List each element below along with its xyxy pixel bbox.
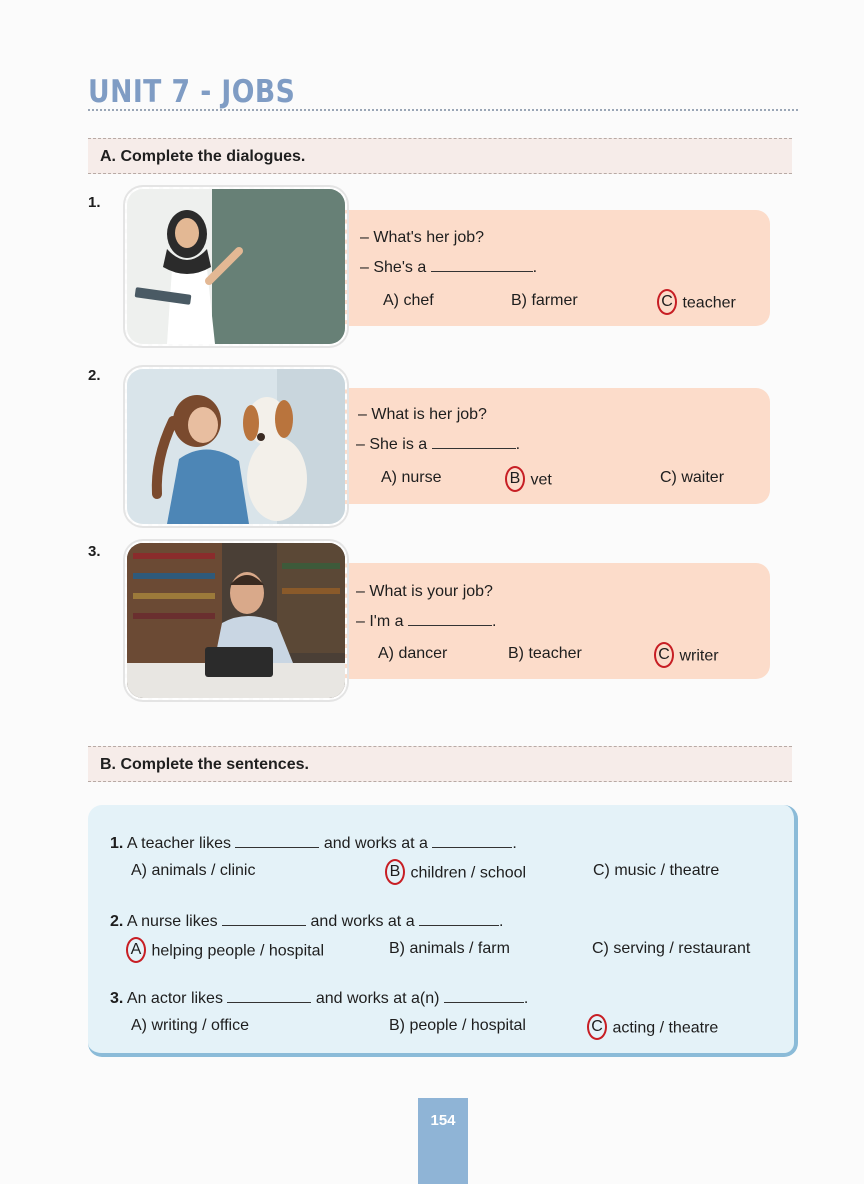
sentence-2-option-b[interactable]: B) animals / farm [389,940,510,957]
dialogue-2-option-c[interactable]: C) waiter [660,469,725,486]
selected-answer-circle: C [587,1014,607,1040]
sentence-2-option-c[interactable]: C) serving / restaurant [592,940,751,957]
title-divider [88,109,798,111]
dialogue-3-photo [125,541,347,700]
section-b-header [88,746,792,782]
dialogue-3-answer: – I'm a . [356,613,497,630]
sentence-blank[interactable] [227,988,311,1003]
sentence-3-option-a[interactable]: A) writing / office [131,1017,249,1034]
sentence-blank[interactable] [222,911,306,926]
dialogue-3-question: – What is your job? [356,583,493,600]
sentence-blank[interactable] [432,833,512,848]
dialogue-2-option-b[interactable]: B vet [510,469,552,492]
section-a-heading: A. Complete the dialogues. [100,148,306,165]
sentence-1-option-b[interactable]: B children / school [390,862,526,885]
dialogue-2-option-a[interactable]: A) nurse [381,469,442,486]
sentence-blank[interactable] [419,911,499,926]
page-number: 154 [430,1112,456,1129]
selected-answer-circle: B [505,466,525,492]
unit-title: UNIT 7 - JOBS [88,74,296,110]
dialogue-2-number: 2. [88,367,101,384]
dialogue-3-option-c[interactable]: C writer [659,645,719,668]
selected-answer-circle: C [657,289,677,315]
sentence-blank[interactable] [235,833,319,848]
teacher-illustration [127,189,345,344]
dialogue-1-option-c[interactable]: C teacher [662,292,736,315]
selected-answer-circle: A [126,937,146,963]
selected-answer-circle: B [385,859,405,885]
dialogue-1-photo [125,187,347,346]
sentence-1-option-a[interactable]: A) animals / clinic [131,862,256,879]
sentence-1-option-c[interactable]: C) music / theatre [593,862,720,879]
sentence-3-option-b[interactable]: B) people / hospital [389,1017,526,1034]
dialogue-2-answer: – She is a . [356,436,521,453]
sentence-3-option-c[interactable]: C acting / theatre [592,1017,718,1040]
sentence-blank[interactable] [444,988,524,1003]
dialogue-3-option-b[interactable]: B) teacher [508,645,582,662]
dialogue-2-photo [125,367,347,526]
writer-illustration [127,543,345,698]
section-b-heading: B. Complete the sentences. [100,756,309,773]
dialogue-1-answer: – She's a . [360,259,538,276]
answer-blank[interactable] [431,257,533,272]
sentence-3: 3. An actor likes and works at a(n) . [110,990,529,1007]
dialogue-1-question: – What's her job? [360,229,485,246]
answer-blank[interactable] [408,611,492,626]
sentence-1: 1. A teacher likes and works at a . [110,835,517,852]
selected-answer-circle: C [654,642,674,668]
sentence-2-option-a[interactable]: A helping people / hospital [131,940,324,963]
vet-illustration [127,369,345,524]
dialogue-3-option-a[interactable]: A) dancer [378,645,448,662]
dialogue-1-option-a[interactable]: A) chef [383,292,434,309]
dialogue-2-question: – What is her job? [358,406,487,423]
page-number-tab [418,1098,468,1184]
dialogue-1-number: 1. [88,194,101,211]
section-a-header [88,138,792,174]
dialogue-3-number: 3. [88,543,101,560]
dialogue-1-option-b[interactable]: B) farmer [511,292,578,309]
sentence-2: 2. A nurse likes and works at a . [110,913,504,930]
answer-blank[interactable] [432,434,516,449]
